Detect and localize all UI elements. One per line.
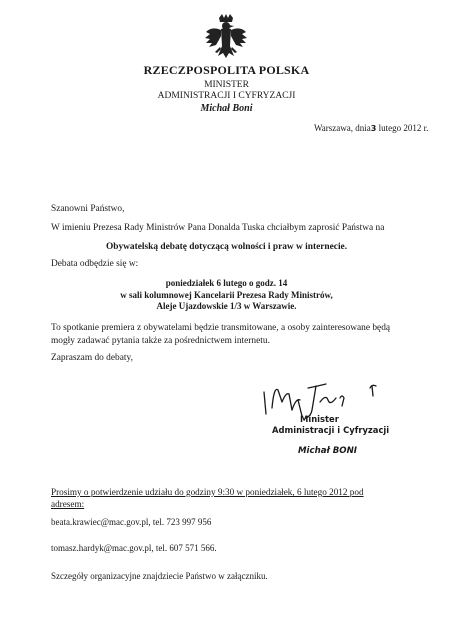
signatory-name: Michał BONI <box>298 446 357 456</box>
date-prefix: Warszawa, dnia <box>314 123 371 133</box>
salutation: Szanowni Państwo, <box>51 204 125 214</box>
country-heading: RZECZPOSPOLITA POLSKA <box>143 63 310 77</box>
contact-line: beata.krawiec@mac.gov.pl, tel. 723 997 956 <box>51 517 212 527</box>
contact-line: tomasz.hardyk@mac.gov.pl, tel. 607 571 566. <box>51 543 217 553</box>
broadcast-line: To spotkanie premiera z obywatelami będzie transmitowane, a osoby zainteresowane będą <box>51 323 391 333</box>
handwritten-day: 3 <box>370 124 377 133</box>
footer-note: Szczegóły organizacyjne znajdziecie Państwo w załączniku. <box>51 571 268 581</box>
signature-title: Minister <box>300 414 339 424</box>
eagle-emblem-icon <box>204 14 248 66</box>
event-line: Aleje Ujazdowskie 1/3 w Warszawie. <box>156 301 297 312</box>
date-suffix: lutego 2012 r. <box>378 123 429 133</box>
rsvp-notice: Prosimy o potwierdzenie udziału do godziny 9:30 w poniedziałek, 6 lutego 2012 pod adresem: <box>51 487 364 509</box>
date-line <box>314 123 428 133</box>
event-line: w sali kolumnowej Kancelarii Prezesa Rady Ministrów, <box>120 289 333 300</box>
department-title: ADMINISTRACJI I CYFRYZACJI <box>157 91 296 101</box>
event-line: poniedziałek 6 lutego o godz. 14 <box>165 278 288 288</box>
venue-intro: Debata odbędzie się w: <box>51 259 139 269</box>
minister-name: Michał Boni <box>200 103 253 114</box>
signature-title: Administracji i Cyfryzacji <box>272 425 390 435</box>
position-title: MINISTER <box>204 80 249 90</box>
broadcast-line: mogły zadawać pytania także za pośrednictwem internetu. <box>51 335 270 346</box>
intro-paragraph: W imieniu Prezesa Rady Ministrów Pana Donalda Tuska chciałbym zaprosić Państwa na <box>51 223 385 233</box>
closing-line: Zapraszam do debaty, <box>51 353 133 363</box>
event-title: Obywatelską debatę dotyczącą wolności i praw w internecie. <box>105 242 348 252</box>
